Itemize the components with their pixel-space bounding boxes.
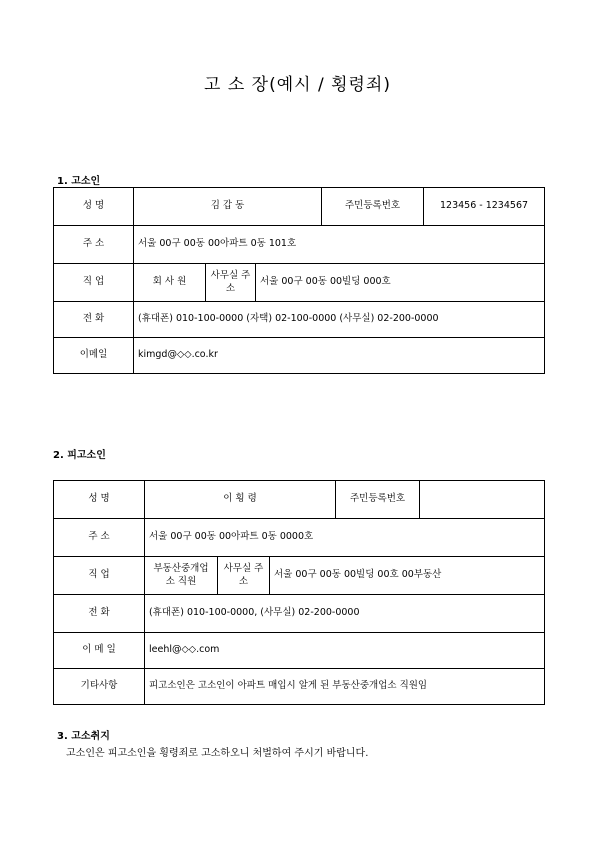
name-label: 성 명 <box>54 188 134 226</box>
complainant-table <box>53 187 545 374</box>
complainant-address: 서울 00구 00동 00아파트 0동 101호 <box>134 226 545 264</box>
rrn-label: 주민등록번호 <box>322 188 424 226</box>
accused-job: 부동산중개업소 직원 <box>145 557 218 595</box>
complainant-office: 서울 00구 00동 00빌딩 000호 <box>256 264 545 302</box>
address-label: 주 소 <box>54 519 145 557</box>
section-heading-accused: 2. 피고소인 <box>53 450 106 461</box>
office-label: 사무실 주소 <box>218 557 270 595</box>
job-label: 직 업 <box>54 557 145 595</box>
office-label: 사무실 주소 <box>206 264 256 302</box>
phone-label: 전 화 <box>54 302 134 338</box>
email-label: 이 메 일 <box>54 633 145 669</box>
section-heading-purpose: 3. 고소취지 <box>57 731 110 742</box>
address-label: 주 소 <box>54 226 134 264</box>
section-heading-complainant: 1. 고소인 <box>57 176 101 187</box>
document-title: 고 소 장(예시 / 횡령죄) <box>204 75 391 95</box>
etc-label: 기타사항 <box>54 669 145 705</box>
purpose-text: 고소인은 피고소인을 횡령죄로 고소하오니 처벌하여 주시기 바랍니다. <box>66 748 369 759</box>
accused-rrn <box>420 481 545 519</box>
complainant-name: 김 갑 동 <box>134 188 322 226</box>
accused-name: 이 횡 령 <box>145 481 336 519</box>
email-label: 이메일 <box>54 338 134 374</box>
complainant-email: kimgd@◇◇.co.kr <box>134 338 545 374</box>
phone-label: 전 화 <box>54 595 145 633</box>
name-label: 성 명 <box>54 481 145 519</box>
accused-email: leehl@◇◇.com <box>145 633 545 669</box>
complainant-job: 회 사 원 <box>134 264 206 302</box>
accused-address: 서울 00구 00동 00아파트 0동 0000호 <box>145 519 545 557</box>
rrn-label: 주민등록번호 <box>336 481 420 519</box>
job-label: 직 업 <box>54 264 134 302</box>
complainant-phone: (휴대폰) 010-100-0000 (자택) 02-100-0000 (사무실) 02-200-0000 <box>134 302 545 338</box>
accused-table <box>53 480 545 705</box>
accused-etc: 피고소인은 고소인이 아파트 매입시 알게 된 부동산중개업소 직원임 <box>145 669 545 705</box>
accused-office: 서울 00구 00동 00빌딩 00호 00부동산 <box>270 557 545 595</box>
accused-phone: (휴대폰) 010-100-0000, (사무실) 02-200-0000 <box>145 595 545 633</box>
complainant-rrn: 123456 - 1234567 <box>424 188 545 226</box>
